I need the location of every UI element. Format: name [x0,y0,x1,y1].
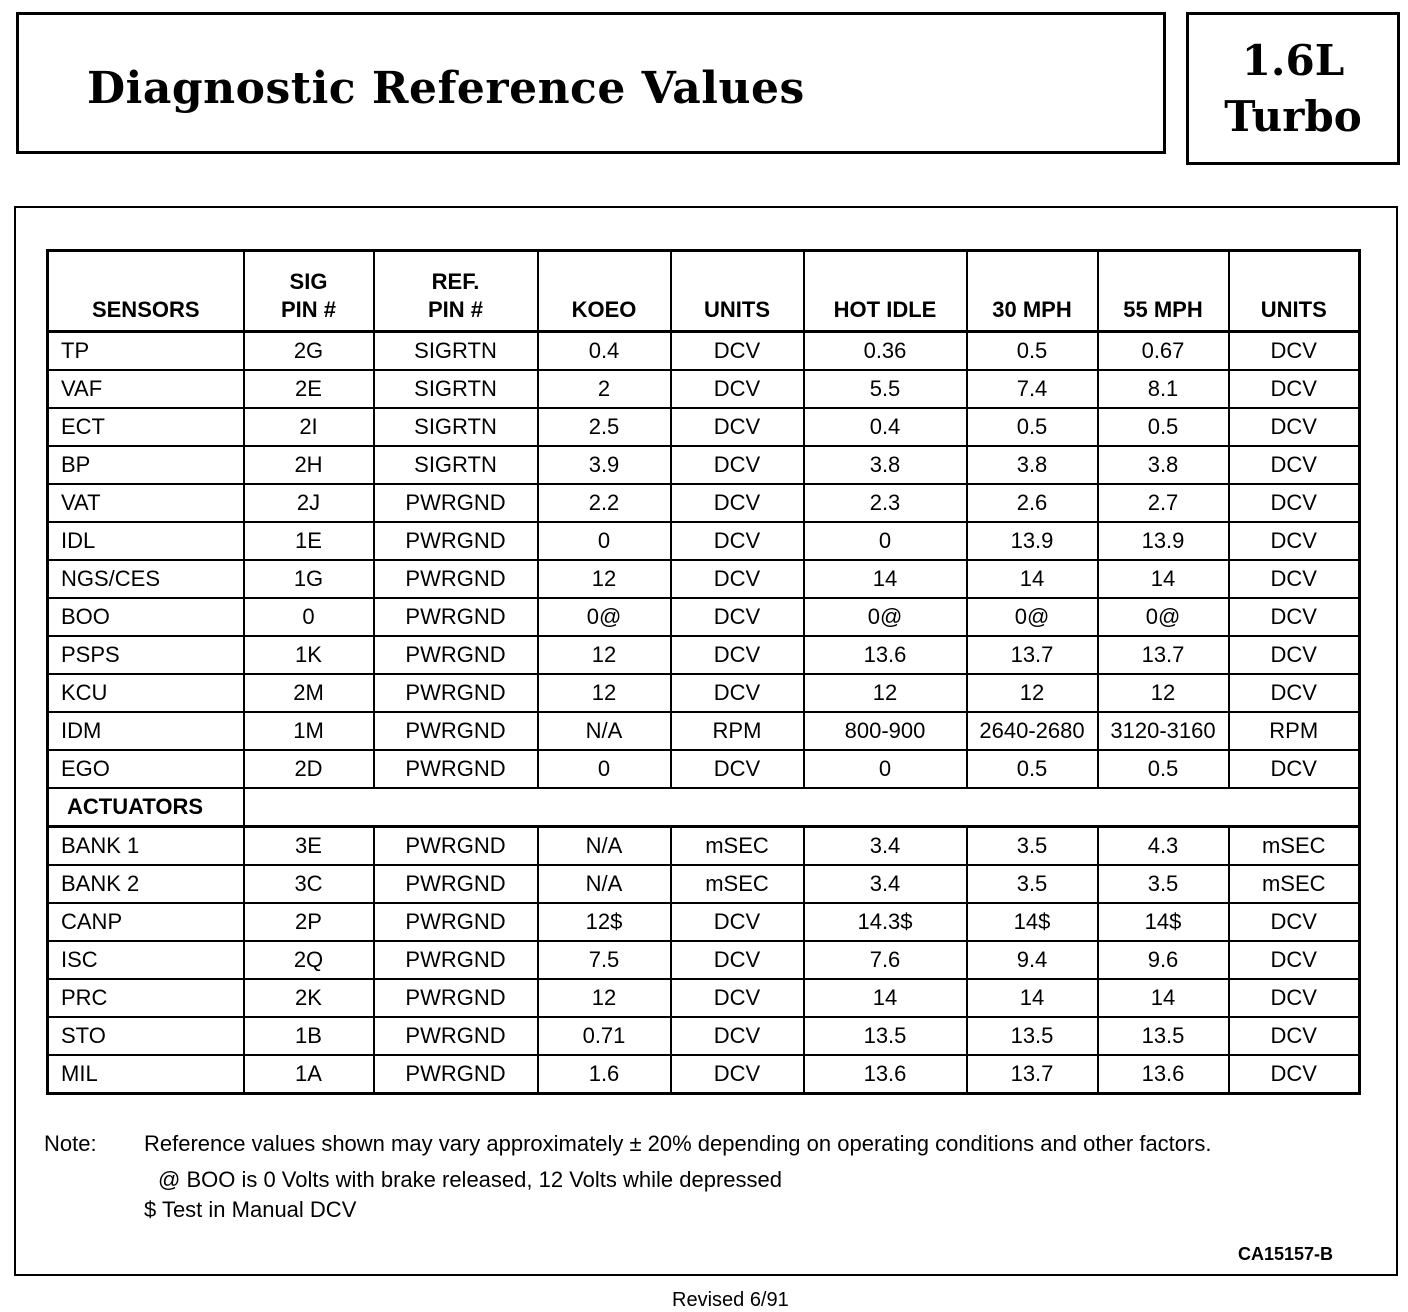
table-cell: PWRGND [374,522,538,560]
table-cell: 4.3 [1098,827,1229,866]
table-cell: mSEC [1229,865,1360,903]
table-cell: DCV [671,484,804,522]
column-header [538,251,671,332]
table-cell: PWRGND [374,1017,538,1055]
table-cell: DCV [1229,522,1360,560]
row-name-cell: PSPS [48,636,244,674]
table-cell: 2640-2680 [967,712,1098,750]
table-cell: 14 [967,979,1098,1017]
table-cell: 0@ [967,598,1098,636]
sensor-row [48,674,1360,712]
table-cell: 2.5 [538,408,671,446]
table-cell: 0.5 [1098,408,1229,446]
page-title: Diagnostic Reference Values [87,63,805,114]
table-cell: 14 [967,560,1098,598]
row-name-cell: BOO [48,598,244,636]
table-cell: DCV [671,522,804,560]
table-cell: PWRGND [374,941,538,979]
actuator-row [48,865,1360,903]
row-name-cell: CANP [48,903,244,941]
table-cell: 12 [967,674,1098,712]
row-name-cell: BANK 2 [48,865,244,903]
table-cell: mSEC [671,865,804,903]
column-header-line: SENSORS [91,297,200,322]
table-cell: DCV [1229,1055,1360,1094]
sensor-row [48,598,1360,636]
table-cell: 14.3$ [804,903,967,941]
table-cell: 1E [244,522,374,560]
row-name-cell: ECT [48,408,244,446]
table-cell: PWRGND [374,636,538,674]
sensor-row [48,712,1360,750]
table-cell: DCV [1229,750,1360,788]
table-cell: DCV [1229,903,1360,941]
table-cell: DCV [671,332,804,371]
table-cell: mSEC [1229,827,1360,866]
table-cell: 13.7 [967,1055,1098,1094]
table-cell: DCV [1229,941,1360,979]
table-cell: 3.5 [1098,865,1229,903]
table-cell: DCV [1229,408,1360,446]
table-cell: SIGRTN [374,332,538,371]
row-name-cell: MIL [48,1055,244,1094]
table-cell: 2.7 [1098,484,1229,522]
table-cell: DCV [671,598,804,636]
table-cell: 0.71 [538,1017,671,1055]
column-header-line: KOEO [571,297,637,322]
table-cell: 12 [804,674,967,712]
table-cell: DCV [1229,636,1360,674]
table-cell: 0@ [538,598,671,636]
sensor-row [48,484,1360,522]
table-cell: DCV [1229,598,1360,636]
row-name-cell: ISC [48,941,244,979]
table-cell: PWRGND [374,979,538,1017]
table-cell: 3.8 [967,446,1098,484]
column-header-line: 30 MPH [992,297,1072,322]
table-cell: DCV [1229,979,1360,1017]
table-cell: 3.5 [967,865,1098,903]
table-cell: PWRGND [374,484,538,522]
column-header [244,251,374,332]
table-cell: DCV [1229,446,1360,484]
sensor-row [48,522,1360,560]
table-cell: 2.6 [967,484,1098,522]
table-cell: 13.9 [1098,522,1229,560]
column-header-line: UNITS [1260,297,1327,322]
table-cell: 2M [244,674,374,712]
actuator-row [48,941,1360,979]
table-cell: 1.6 [538,1055,671,1094]
table-cell: 14 [804,560,967,598]
table-cell: DCV [671,636,804,674]
table-cell: 14$ [967,903,1098,941]
table-cell: 13.5 [1098,1017,1229,1055]
table-cell: 0@ [804,598,967,636]
table-cell: 3.5 [967,827,1098,866]
table-cell: 2H [244,446,374,484]
table-cell: DCV [671,408,804,446]
revision-date: Revised 6/91 [672,1289,789,1311]
sensor-row [48,408,1360,446]
table-cell: 14$ [1098,903,1229,941]
table-cell: DCV [671,941,804,979]
row-name-cell: EGO [48,750,244,788]
table-cell: 1K [244,636,374,674]
table-cell: DCV [1229,370,1360,408]
table-cell: 1M [244,712,374,750]
table-cell: DCV [1229,484,1360,522]
sensor-row [48,560,1360,598]
table-cell: DCV [1229,674,1360,712]
sensor-row [48,370,1360,408]
table-cell: 0.36 [804,332,967,371]
table-cell: 2K [244,979,374,1017]
table-cell: DCV [671,370,804,408]
table-cell: 2.3 [804,484,967,522]
table-cell: 0@ [1098,598,1229,636]
table-cell: RPM [671,712,804,750]
column-header [967,251,1098,332]
figure-code: CA15157-B [1238,1244,1334,1264]
table-cell: 2D [244,750,374,788]
table-cell: 2P [244,903,374,941]
table-body [48,332,1360,1094]
row-name-cell: VAF [48,370,244,408]
table-cell: N/A [538,827,671,866]
table-cell: 13.5 [967,1017,1098,1055]
sensor-row [48,636,1360,674]
note-manual-dcv: $ Test in Manual DCV [144,1197,357,1222]
table-cell: PWRGND [374,903,538,941]
table-cell: 0.4 [804,408,967,446]
column-header [1229,251,1360,332]
table-cell: 0.5 [1098,750,1229,788]
table-cell: N/A [538,865,671,903]
row-name-cell: PRC [48,979,244,1017]
table-cell: 14 [804,979,967,1017]
table-cell: 1B [244,1017,374,1055]
table-cell: 14 [1098,979,1229,1017]
table-cell: PWRGND [374,598,538,636]
table-cell: 0.5 [967,332,1098,371]
table-cell: 7.5 [538,941,671,979]
column-header-line: HOT IDLE [833,297,937,322]
table-cell: DCV [671,979,804,1017]
actuator-row [48,1055,1360,1094]
actuator-row [48,827,1360,866]
table-cell: 3.8 [804,446,967,484]
actuator-row [48,1017,1360,1055]
table-cell: 3120-3160 [1098,712,1229,750]
table-cell: 12 [538,674,671,712]
table-cell: 13.9 [967,522,1098,560]
table-cell: 0 [538,750,671,788]
table-cell: PWRGND [374,750,538,788]
table-cell: 12 [538,636,671,674]
row-name-cell: BANK 1 [48,827,244,866]
table-cell: 14 [1098,560,1229,598]
table-cell: RPM [1229,712,1360,750]
table-cell: PWRGND [374,865,538,903]
row-name-cell: KCU [48,674,244,712]
table-cell: 3.9 [538,446,671,484]
table-cell: 0 [244,598,374,636]
table-cell: DCV [671,750,804,788]
note-boo: @ BOO is 0 Volts with brake released, 12 Volts while depressed [158,1167,782,1192]
column-header-line: PIN # [280,297,337,322]
table-cell: 12 [1098,674,1229,712]
table-cell: 13.7 [967,636,1098,674]
table-cell: 0 [538,522,671,560]
sensor-row [48,750,1360,788]
table-cell: 0 [804,522,967,560]
table-cell: 7.6 [804,941,967,979]
table-cell: 12 [538,560,671,598]
table-cell: 9.6 [1098,941,1229,979]
row-name-cell: TP [48,332,244,371]
actuators-section-row [48,788,1360,827]
note-label: Note: [44,1131,97,1156]
table-cell: mSEC [671,827,804,866]
column-header-line: REF. [431,269,480,294]
table-cell: 8.1 [1098,370,1229,408]
table-cell: 13.6 [1098,1055,1229,1094]
table-cell: 2G [244,332,374,371]
section-spacer [244,788,1360,827]
reference-values-table [46,249,1361,1095]
table-cell: DCV [671,1017,804,1055]
table-cell: 2 [538,370,671,408]
table-cell: 3.8 [1098,446,1229,484]
table-cell: SIGRTN [374,408,538,446]
table-cell: DCV [671,674,804,712]
column-header [48,251,244,332]
table-cell: 9.4 [967,941,1098,979]
table-cell: 13.5 [804,1017,967,1055]
row-name-cell: NGS/CES [48,560,244,598]
table-cell: 0 [804,750,967,788]
table-cell: PWRGND [374,674,538,712]
table-cell: PWRGND [374,827,538,866]
table-cell: 0.5 [967,750,1098,788]
table-cell: PWRGND [374,712,538,750]
column-header-line: UNITS [704,297,770,322]
actuators-section-label: ACTUATORS [48,788,244,827]
table-cell: 3.4 [804,827,967,866]
table-cell: 13.6 [804,1055,967,1094]
table-cell: DCV [671,1055,804,1094]
engine-displacement: 1.6L [1241,35,1345,85]
table-cell: 1A [244,1055,374,1094]
row-name-cell: IDM [48,712,244,750]
table-cell: 13.6 [804,636,967,674]
table-cell: 3.4 [804,865,967,903]
table-cell: DCV [671,560,804,598]
table-cell: 12 [538,979,671,1017]
title-box [16,12,1166,154]
column-header [374,251,538,332]
sensor-row [48,332,1360,371]
table-cell: 3C [244,865,374,903]
table-cell: DCV [1229,332,1360,371]
column-header [1098,251,1229,332]
row-name-cell: IDL [48,522,244,560]
table-cell: SIGRTN [374,446,538,484]
column-header-line: 55 MPH [1123,297,1203,322]
column-header [804,251,967,332]
engine-type: Turbo [1224,91,1362,141]
row-name-cell: BP [48,446,244,484]
table-cell: N/A [538,712,671,750]
table-cell: 0.5 [967,408,1098,446]
table-cell: 12$ [538,903,671,941]
actuator-row [48,979,1360,1017]
table-cell: 2J [244,484,374,522]
actuator-row [48,903,1360,941]
table-cell: 0.67 [1098,332,1229,371]
table-header-row [48,251,1360,332]
table-cell: 800-900 [804,712,967,750]
table-cell: DCV [1229,560,1360,598]
column-header-line: SIG [289,269,328,294]
row-name-cell: VAT [48,484,244,522]
table-cell: 2.2 [538,484,671,522]
table-cell: SIGRTN [374,370,538,408]
column-header-line: PIN # [427,297,484,322]
table-cell: PWRGND [374,560,538,598]
table-cell: DCV [671,903,804,941]
table-cell: 7.4 [967,370,1098,408]
row-name-cell: STO [48,1017,244,1055]
table-cell: 5.5 [804,370,967,408]
sensor-row [48,446,1360,484]
table-cell: PWRGND [374,1055,538,1094]
table-cell: 1G [244,560,374,598]
table-cell: 13.7 [1098,636,1229,674]
table-cell: 0.4 [538,332,671,371]
table-cell: DCV [1229,1017,1360,1055]
table-cell: 2Q [244,941,374,979]
table-cell: 2E [244,370,374,408]
table-cell: 2I [244,408,374,446]
table-cell: DCV [671,446,804,484]
engine-label-box [1186,12,1400,165]
table-cell: 3E [244,827,374,866]
note-tolerance: Reference values shown may vary approximately ± 20% depending on operating conditions and other factors. [144,1131,1212,1156]
column-header [671,251,804,332]
